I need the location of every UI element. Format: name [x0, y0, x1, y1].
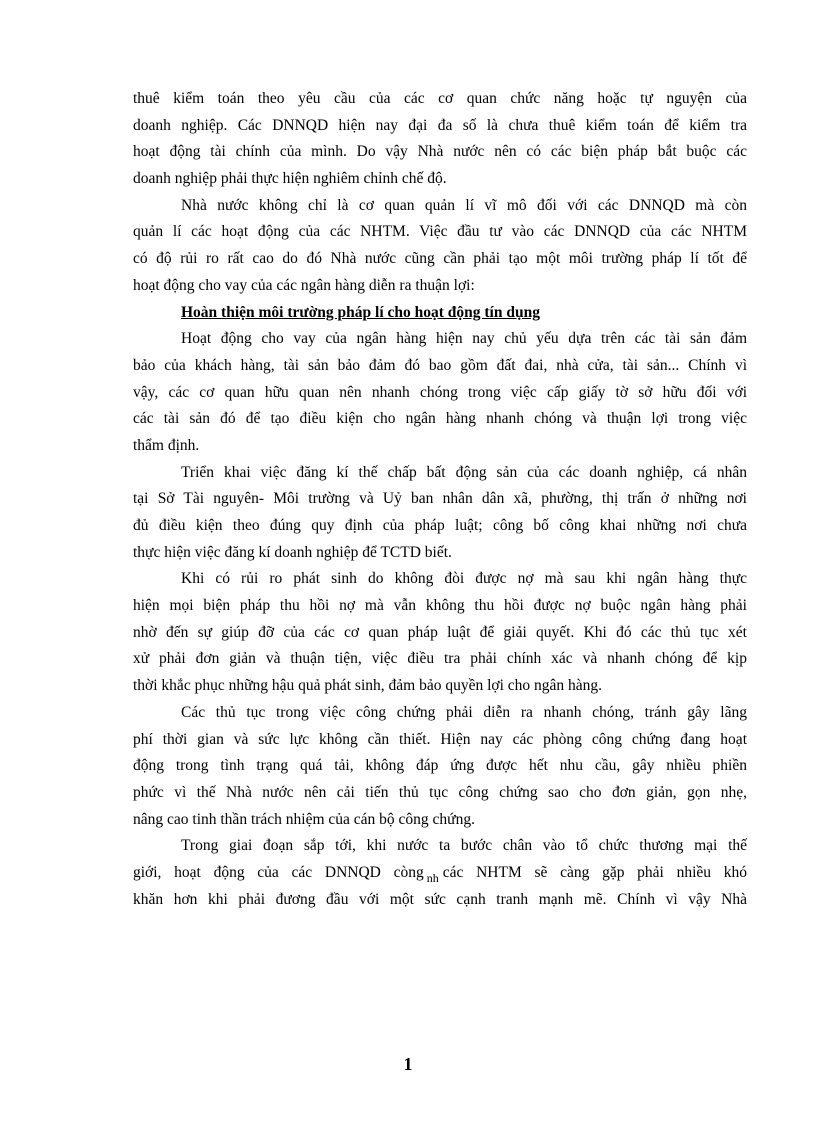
text-line: Triển khai việc đăng kí thế chấp bất động sản của các doanh nghiệp, cá nhân: [181, 463, 747, 481]
text-segment: giới, hoạt động của các DNNQD còng: [133, 863, 424, 881]
text-line: hiện mọi biện pháp thu hồi nợ mà vẫn không thu hồi được nợ buộc ngân hàng phải: [133, 597, 747, 615]
text-line: hoạt động cho vay của các ngân hàng diễn ra thuận lợi:: [133, 276, 475, 294]
text-line: các tài sản đó để tạo điều kiện cho ngân hàng nhanh chóng và thuận lợi trong việc: [133, 410, 747, 428]
text-line: khăn hơn khi phải đương đầu với một sức cạnh tranh mạnh mẽ. Chính vì vậy Nhà: [133, 890, 747, 908]
text-line: vậy, các cơ quan hữu quan nên nhanh chóng trong việc cấp giấy tờ sở hữu đối với: [133, 383, 747, 401]
body-text: [133, 86, 747, 913]
text-line: doanh nghiệp. Các DNNQD hiện nay đại đa số là chưa thuê kiểm toán để kiểm tra: [133, 116, 747, 134]
text-line: tại Sở Tài nguyên- Môi trường và Uỷ ban nhân dân xã, phường, thị trấn ở những nơi: [133, 490, 747, 508]
text-line: nâng cao tinh thần trách nhiệm của cán bộ công chứng.: [133, 810, 475, 828]
text-line: xử phải đơn giản và thuận tiện, việc điều tra phải chính xác và nhanh chóng để kịp: [133, 650, 747, 668]
text-line: thời khắc phục những hậu quả phát sinh, đảm bảo quyền lợi cho ngân hàng.: [133, 677, 603, 695]
text-line: phức vì thế Nhà nước nên cải tiến thủ tục công chứng sao cho đơn giản, gọn nhẹ,: [133, 783, 747, 801]
text-line: phí thời gian và sức lực không cần thiết. Hiện nay các phòng công chứng đang hoạt: [133, 730, 747, 748]
page-number: 1: [403, 1054, 413, 1074]
text-line: có độ rủi ro rất cao do đó Nhà nước cũng cần phải tạo một môi trường pháp lí tốt để: [133, 250, 747, 268]
text-line: Trong giai đoạn sắp tới, khi nước ta bước chân vào tổ chức thương mại thế: [181, 837, 747, 855]
text-line: động trong tình trạng quá tải, không đáp ứng được hết nhu cầu, gây nhiều phiền: [133, 757, 747, 775]
text-line: Khi có rủi ro phát sinh do không đòi được nợ mà sau khi ngân hàng thực: [181, 570, 747, 588]
text-line: quản lí các hoạt động của các NHTM. Việc đầu tư vào các DNNQD của các NHTM: [133, 223, 747, 241]
text-line: bảo của khách hàng, tài sản bảo đảm đó bao gồm đất đai, nhà cửa, tài sản... Chính vì: [133, 356, 747, 374]
text-line: thuê kiểm toán theo yêu cầu của các cơ quan chức năng hoặc tự nguyện của: [133, 90, 747, 107]
text-line: Các thủ tục trong việc công chứng phải diễn ra nhanh chóng, tránh gây lãng: [181, 703, 747, 721]
text-line: đủ điều kiện theo đúng quy định của pháp luật; công bố công khai những nơi chưa: [133, 517, 747, 534]
text-line: nhờ đến sự giúp đỡ của các cơ quan pháp luật để giải quyết. Khi đó các thủ tục xét: [133, 623, 747, 641]
text-line: thực hiện việc đăng kí doanh nghiệp để TCTD biết.: [133, 543, 452, 561]
subscript-fragment: nh: [426, 870, 439, 885]
text-line: hoạt động tài chính của mình. Do vậy Nhà nước nên có các biện pháp bắt buộc các: [133, 143, 747, 161]
text-line-with-subscript: [133, 860, 747, 887]
text-line: Hoạt động cho vay của ngân hàng hiện nay chủ yếu dựa trên các tài sản đảm: [181, 330, 747, 348]
text-line: doanh nghiệp phải thực hiện nghiêm chỉnh chế độ.: [133, 170, 447, 188]
section-heading: Hoàn thiện môi trường pháp lí cho hoạt động tín dụng: [181, 303, 540, 321]
text-line: Nhà nước không chỉ là cơ quan quản lí vĩ mô đối với các DNNQD mà còn: [181, 196, 747, 214]
text-segment: các NHTM sẽ càng gặp phải nhiều khó: [442, 863, 747, 881]
text-line: thẩm định.: [133, 436, 200, 454]
